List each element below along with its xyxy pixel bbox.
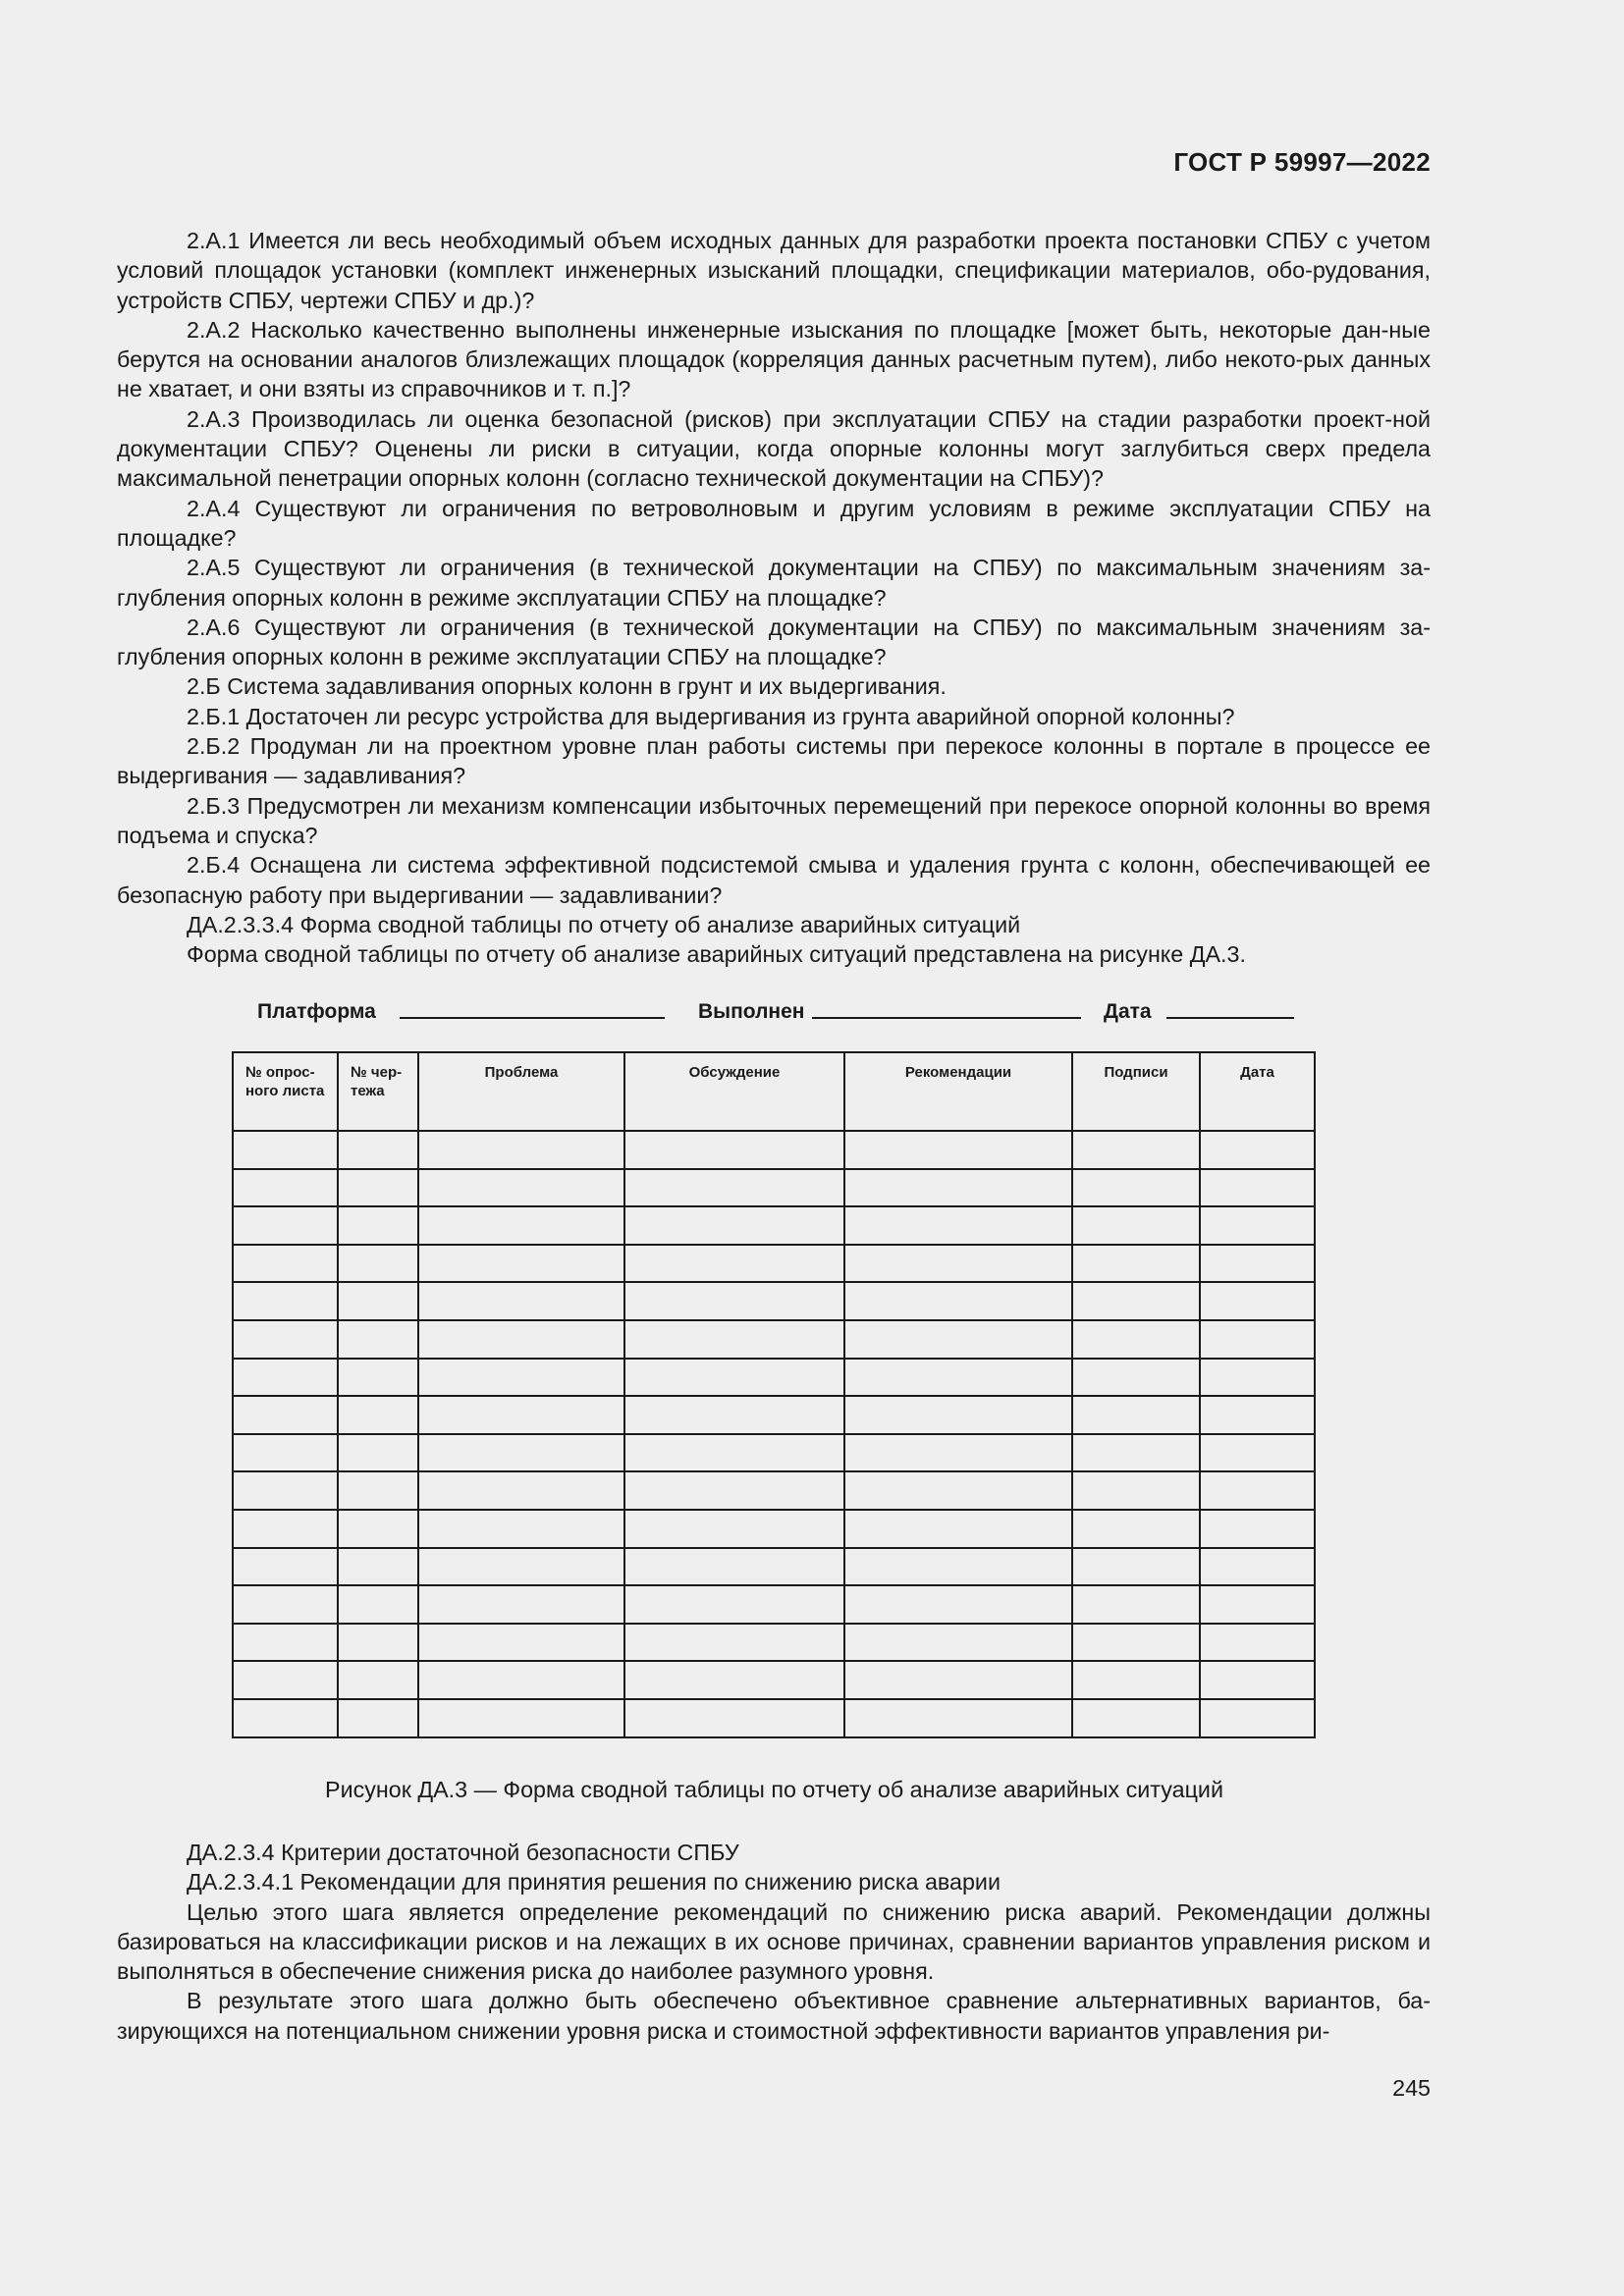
table-cell[interactable] — [844, 1282, 1072, 1320]
table-cell[interactable] — [233, 1359, 338, 1397]
table-cell[interactable] — [1072, 1245, 1200, 1283]
summary-form-table — [232, 1051, 1316, 1738]
header-cell-discussion: Обсуждение — [624, 1052, 844, 1131]
table-cell[interactable] — [1200, 1206, 1315, 1245]
top-paragraph: 2.А.5 Существуют ли ограничения (в технической документации на СПБУ) по максимальным значениям за-глубления опорных колонн в режиме эксплуатации СПБУ на площадке? — [117, 555, 1431, 611]
bottom-paragraph: Целью этого шага является определение рекомендаций по снижению риска аварий. Рекомендации должны базироваться на классификации рисков и на лежащих в их основе причинах, сравнении вариантов управления риском и выполняться в обеспечение снижения риска до наиболее разумного уровня. — [117, 1898, 1431, 1985]
form-fields-line — [257, 996, 1298, 1032]
table-row — [233, 1396, 1315, 1434]
table-cell[interactable] — [338, 1131, 418, 1169]
table-cell[interactable] — [844, 1471, 1072, 1510]
table-row — [233, 1320, 1315, 1359]
top-paragraph: 2.А.6 Существуют ли ограничения (в технической документации на СПБУ) по максимальным значениям за-глубления опорных колонн в режиме эксплуатации СПБУ на площадке? — [117, 614, 1431, 670]
table-cell[interactable] — [338, 1510, 418, 1548]
table-cell[interactable] — [1200, 1359, 1315, 1397]
page-number: 245 — [1392, 2075, 1431, 2101]
bottom-paragraph: ДА.2.3.4 Критерии достаточной безопасности СПБУ — [187, 1840, 739, 1865]
table-cell[interactable] — [844, 1585, 1072, 1624]
table-cell[interactable] — [624, 1434, 844, 1472]
table-cell[interactable] — [624, 1320, 844, 1359]
table-cell[interactable] — [624, 1131, 844, 1169]
header-cell-recommendations: Рекомендации — [844, 1052, 1072, 1131]
table-cell[interactable] — [844, 1396, 1072, 1434]
table-cell[interactable] — [1200, 1624, 1315, 1662]
table-cell[interactable] — [338, 1245, 418, 1283]
table-header-row — [233, 1052, 1315, 1131]
table-cell[interactable] — [418, 1396, 624, 1434]
table-cell[interactable] — [338, 1434, 418, 1472]
table-cell[interactable] — [233, 1206, 338, 1245]
table-cell[interactable] — [844, 1320, 1072, 1359]
table-cell[interactable] — [233, 1131, 338, 1169]
table-cell[interactable] — [844, 1510, 1072, 1548]
table-cell[interactable] — [233, 1471, 338, 1510]
table-cell[interactable] — [1072, 1471, 1200, 1510]
table-cell[interactable] — [624, 1169, 844, 1207]
bottom-paragraph: ДА.2.3.4.1 Рекомендации для принятия решения по снижению риска аварии — [187, 1869, 1001, 1896]
table-cell[interactable] — [233, 1548, 338, 1586]
table-cell[interactable] — [1072, 1320, 1200, 1359]
table-cell[interactable] — [1200, 1510, 1315, 1548]
table-cell[interactable] — [844, 1434, 1072, 1472]
top-paragraph: ДА.2.3.3.4 Форма сводной таблицы по отчету об анализе аварийных ситуаций — [187, 911, 1021, 937]
date-field-line[interactable] — [1166, 1017, 1294, 1019]
table-cell[interactable] — [624, 1282, 844, 1320]
table-cell[interactable] — [1200, 1434, 1315, 1472]
table-cell[interactable] — [1200, 1169, 1315, 1207]
table-row — [233, 1585, 1315, 1624]
done-field-line[interactable] — [812, 1017, 1081, 1019]
table-cell[interactable] — [1072, 1206, 1200, 1245]
table-cell[interactable] — [418, 1548, 624, 1586]
table-cell[interactable] — [844, 1359, 1072, 1397]
top-paragraph: 2.Б Система задавливания опорных колонн в грунт и их выдергивания. — [187, 673, 947, 700]
table-cell[interactable] — [1200, 1282, 1315, 1320]
table-cell[interactable] — [624, 1624, 844, 1662]
table-cell[interactable] — [338, 1699, 418, 1737]
table-cell[interactable] — [233, 1396, 338, 1434]
table-cell[interactable] — [233, 1434, 338, 1472]
table-cell[interactable] — [418, 1245, 624, 1283]
table-cell[interactable] — [1200, 1548, 1315, 1586]
table-cell[interactable] — [338, 1359, 418, 1397]
table-cell[interactable] — [844, 1206, 1072, 1245]
table-cell[interactable] — [1200, 1245, 1315, 1283]
table-cell[interactable] — [338, 1396, 418, 1434]
bottom-text-block — [117, 1838, 1431, 2046]
table-row — [233, 1699, 1315, 1737]
table-cell[interactable] — [338, 1585, 418, 1624]
table-cell[interactable] — [624, 1206, 844, 1245]
table-cell[interactable] — [1072, 1699, 1200, 1737]
table-row — [233, 1131, 1315, 1169]
table-cell[interactable] — [1072, 1585, 1200, 1624]
table-cell[interactable] — [233, 1624, 338, 1662]
table-cell[interactable] — [418, 1624, 624, 1662]
document-header: ГОСТ Р 59997—2022 — [1173, 147, 1431, 177]
table-cell[interactable] — [844, 1699, 1072, 1737]
table-cell[interactable] — [338, 1320, 418, 1359]
figure-caption: Рисунок ДА.3 — Форма сводной таблицы по отчету об анализе аварийных ситуаций — [325, 1777, 1223, 1802]
table-cell[interactable] — [1072, 1131, 1200, 1169]
table-cell[interactable] — [1200, 1661, 1315, 1699]
table-cell[interactable] — [1200, 1131, 1315, 1169]
table-cell[interactable] — [1072, 1661, 1200, 1699]
table-cell[interactable] — [418, 1131, 624, 1169]
table-row — [233, 1548, 1315, 1586]
bottom-paragraph: В результате этого шага должно быть обеспечено объективное сравнение альтернативных вариантов, ба-зирующихся на потенциальном снижении уровня риска и стоимостной эффективности вариантов управления ри- — [117, 1988, 1431, 2044]
top-paragraph: 2.А.1 Имеется ли весь необходимый объем исходных данных для разработки проекта постановки СПБУ с учетом условий площадок установки (комплект инженерных изысканий площадки, спецификации материалов, обо-рудования, устройств СПБУ, чертежи СПБУ и др.)? — [117, 228, 1431, 313]
table-cell[interactable] — [1072, 1282, 1200, 1320]
table-cell[interactable] — [418, 1206, 624, 1245]
table-cell[interactable] — [844, 1548, 1072, 1586]
table-cell[interactable] — [418, 1471, 624, 1510]
table-cell[interactable] — [844, 1624, 1072, 1662]
table-cell[interactable] — [624, 1510, 844, 1548]
table-cell[interactable] — [418, 1510, 624, 1548]
top-paragraph: 2.А.2 Насколько качественно выполнены инженерные изыскания по площадке [может быть, некоторые дан-ные берутся на основании аналогов близлежащих площадок (корреляция данных расчетным путем), либо некото-рых данных не хватает, и они взяты из справочников и т. п.]? — [117, 316, 1431, 402]
table-cell[interactable] — [338, 1206, 418, 1245]
header-cell-date: Дата — [1200, 1052, 1315, 1131]
table-row — [233, 1359, 1315, 1397]
table-cell[interactable] — [418, 1585, 624, 1624]
platform-label: Платформа — [257, 1000, 376, 1023]
table-cell[interactable] — [233, 1585, 338, 1624]
top-paragraph: 2.Б.1 Достаточен ли ресурс устройства для выдергивания из грунта аварийной опорной колонны? — [187, 703, 1235, 729]
top-paragraph: 2.Б.3 Предусмотрен ли механизм компенсации избыточных перемещений при перекосе опорной колонны во время подъема и спуска? — [117, 792, 1431, 848]
table-cell[interactable] — [1200, 1320, 1315, 1359]
header-cell-problem: Проблема — [418, 1052, 624, 1131]
top-paragraph: Форма сводной таблицы по отчету об анализе аварийных ситуаций представлена на рисунке ДА.3. — [187, 941, 1246, 968]
table-cell[interactable] — [418, 1169, 624, 1207]
table-cell[interactable] — [418, 1320, 624, 1359]
table-cell[interactable] — [624, 1699, 844, 1737]
table-cell[interactable] — [233, 1699, 338, 1737]
table-cell[interactable] — [624, 1548, 844, 1586]
table-cell[interactable] — [1072, 1434, 1200, 1472]
top-paragraph: 2.А.4 Существуют ли ограничения по ветроволновым и другим условиям в режиме эксплуатации СПБУ на площадке? — [117, 495, 1431, 551]
table-cell[interactable] — [1072, 1548, 1200, 1586]
top-paragraph: 2.А.3 Производилась ли оценка безопасной (рисков) при эксплуатации СПБУ на стадии разработки проект-ной документации СПБУ? Оценены ли риски в ситуации, когда опорные колонны могут заглубиться сверх предела максимальной пенетрации опорных колонн (согласно технической документации на СПБУ)? — [117, 405, 1431, 492]
table-cell[interactable] — [418, 1434, 624, 1472]
date-label: Дата — [1104, 1000, 1152, 1023]
table-cell[interactable] — [624, 1359, 844, 1397]
top-paragraph: 2.Б.2 Продуман ли на проектном уровне план работы системы при перекосе колонны в портале в процессе ее выдергивания — задавливания? — [117, 733, 1431, 789]
table-cell[interactable] — [418, 1699, 624, 1737]
table-cell[interactable] — [844, 1245, 1072, 1283]
top-text-block — [117, 226, 1431, 969]
done-label: Выполнен — [698, 1000, 805, 1023]
table-cell[interactable] — [338, 1282, 418, 1320]
table-cell[interactable] — [418, 1661, 624, 1699]
table-cell[interactable] — [1072, 1169, 1200, 1207]
table-cell[interactable] — [418, 1282, 624, 1320]
header-cell-signatures: Подписи — [1072, 1052, 1200, 1131]
table-row — [233, 1282, 1315, 1320]
table-cell[interactable] — [844, 1131, 1072, 1169]
table-row — [233, 1624, 1315, 1662]
table-cell[interactable] — [624, 1661, 844, 1699]
table-cell[interactable] — [338, 1661, 418, 1699]
header-cell-questionnaire: № опрос- ного листа — [233, 1052, 338, 1131]
table-cell[interactable] — [338, 1548, 418, 1586]
table-cell[interactable] — [418, 1359, 624, 1397]
table-cell[interactable] — [844, 1661, 1072, 1699]
table-cell[interactable] — [1200, 1585, 1315, 1624]
table-cell[interactable] — [1072, 1359, 1200, 1397]
table-cell[interactable] — [338, 1624, 418, 1662]
table-cell[interactable] — [233, 1245, 338, 1283]
table-cell[interactable] — [1072, 1510, 1200, 1548]
top-paragraph: 2.Б.4 Оснащена ли система эффективной подсистемой смыва и удаления грунта с колонн, обеспечивающей ее безопасную работу при выдергивании — задавливании? — [117, 852, 1431, 908]
table-cell[interactable] — [1072, 1624, 1200, 1662]
table-row — [233, 1434, 1315, 1472]
table-cell[interactable] — [844, 1169, 1072, 1207]
table-cell[interactable] — [624, 1396, 844, 1434]
table-row — [233, 1471, 1315, 1510]
table-row — [233, 1661, 1315, 1699]
table-cell[interactable] — [233, 1282, 338, 1320]
table-cell[interactable] — [1072, 1396, 1200, 1434]
table-cell[interactable] — [233, 1320, 338, 1359]
table-cell[interactable] — [233, 1510, 338, 1548]
table-row — [233, 1510, 1315, 1548]
table-row — [233, 1169, 1315, 1207]
table-row — [233, 1245, 1315, 1283]
table-cell[interactable] — [624, 1471, 844, 1510]
platform-field-line[interactable] — [400, 1017, 665, 1019]
table-cell[interactable] — [624, 1245, 844, 1283]
table-cell[interactable] — [1200, 1396, 1315, 1434]
table-cell[interactable] — [624, 1585, 844, 1624]
table-cell[interactable] — [338, 1169, 418, 1207]
table-cell[interactable] — [1200, 1471, 1315, 1510]
header-cell-drawing: № чер- тежа — [338, 1052, 418, 1131]
table-row — [233, 1206, 1315, 1245]
table-cell[interactable] — [338, 1471, 418, 1510]
table-cell[interactable] — [1200, 1699, 1315, 1737]
table-cell[interactable] — [233, 1169, 338, 1207]
table-cell[interactable] — [233, 1661, 338, 1699]
